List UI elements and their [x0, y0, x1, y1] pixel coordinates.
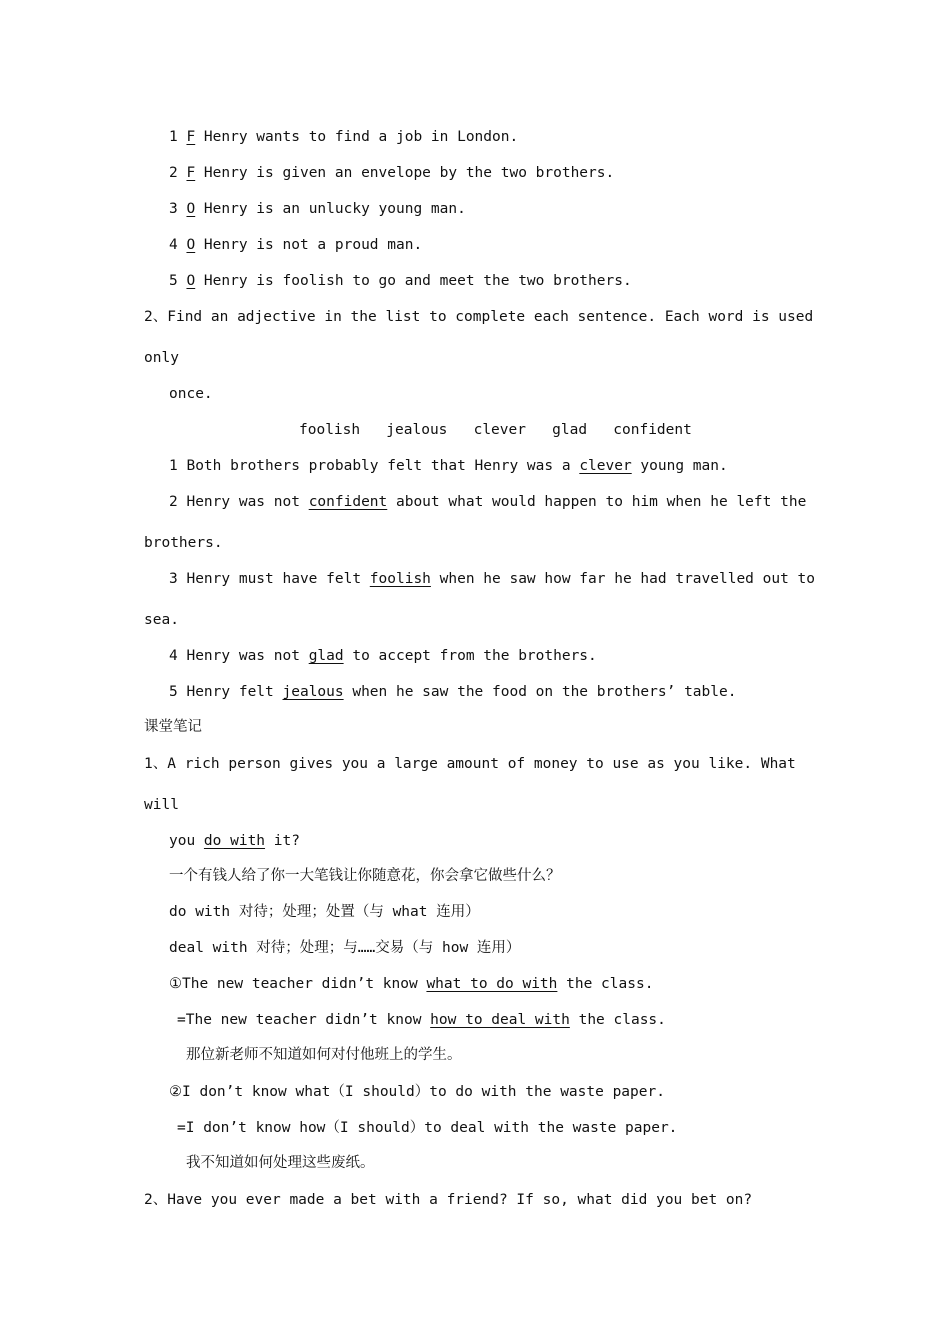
answer: O — [186, 201, 196, 217]
key-phrase: what to do with — [426, 976, 558, 992]
key-phrase: how to deal with — [430, 1012, 570, 1028]
answer: F — [186, 165, 196, 181]
item-number: 2 — [169, 165, 178, 181]
notes-question-1-cont — [169, 831, 300, 851]
example-1a — [169, 974, 653, 994]
example-text: the class. — [557, 976, 654, 992]
answer: foolish — [369, 571, 431, 587]
answer: O — [186, 237, 196, 253]
item-text: Henry is not a proud man. — [195, 237, 423, 253]
sentence-text: to accept from the brothers. — [343, 648, 597, 664]
tf-item-5 — [169, 271, 632, 291]
word-list: foolish jealous clever glad confident — [299, 422, 692, 438]
notes-question-1-wrap: will — [144, 797, 179, 813]
exercise-2-heading-wrap: only — [144, 350, 179, 366]
sentence-2 — [169, 492, 806, 512]
sentence-text: 5 Henry felt — [169, 684, 283, 700]
exercise-2-heading-cont: once. — [169, 386, 213, 402]
example-text: =The new teacher didn’t know — [177, 1012, 431, 1028]
item-text: Henry wants to find a job in London. — [195, 129, 519, 145]
item-text: Henry is foolish to go and meet the two brothers. — [195, 273, 632, 289]
item-number: 1 — [169, 129, 178, 145]
definition-deal-with: deal with 对待；处理；与……交易（与 how 连用） — [169, 940, 521, 956]
tf-item-3 — [169, 199, 466, 219]
tf-item-4 — [169, 235, 422, 255]
answer: jealous — [282, 684, 344, 700]
answer: glad — [308, 648, 344, 664]
sentence-1 — [169, 456, 728, 476]
sentence-text: when he saw the food on the brothers’ table. — [343, 684, 737, 700]
sentence-text: 1 Both brothers probably felt that Henry was a — [169, 458, 580, 474]
sentence-3-wrap: sea. — [144, 612, 179, 628]
sentence-2-wrap: brothers. — [144, 535, 223, 551]
example-1-translation: 那位新老师不知道如何对付他班上的学生。 — [186, 1047, 462, 1063]
sentence-3 — [169, 569, 815, 589]
sentence-text: 4 Henry was not — [169, 648, 309, 664]
tf-item-1 — [169, 127, 518, 147]
sentence-4 — [169, 646, 597, 666]
sentence-text: about what would happen to him when he left the — [387, 494, 807, 510]
example-2b: =I don’t know how（I should）to deal with the waste paper. — [177, 1120, 678, 1136]
item-text: Henry is an unlucky young man. — [195, 201, 466, 217]
sentence-text: when he saw how far he had travelled out to — [430, 571, 816, 587]
sentence-text: 2 Henry was not — [169, 494, 309, 510]
sentence-5 — [169, 682, 736, 702]
example-text: the class. — [569, 1012, 666, 1028]
question-text: it? — [265, 833, 300, 849]
notes-title: 课堂笔记 — [144, 719, 202, 735]
sentence-text: young man. — [631, 458, 728, 474]
exercise-2-heading: 2、Find an adjective in the list to complete each sentence. Each word is used — [144, 309, 814, 325]
item-number: 3 — [169, 201, 178, 217]
notes-question-1: 1、A rich person gives you a large amount of money to use as you like. What — [144, 756, 796, 772]
example-2-translation: 我不知道如何处理这些废纸。 — [186, 1155, 375, 1171]
answer: F — [186, 129, 196, 145]
answer: confident — [308, 494, 388, 510]
notes-question-1-translation: 一个有钱人给了你一大笔钱让你随意花，你会拿它做些什么？ — [169, 868, 561, 884]
sentence-text: 3 Henry must have felt — [169, 571, 370, 587]
item-text: Henry is given an envelope by the two brothers. — [195, 165, 615, 181]
item-number: 4 — [169, 237, 178, 253]
answer: clever — [579, 458, 632, 474]
example-2a: ②I don’t know what（I should）to do with the waste paper. — [169, 1084, 665, 1100]
tf-item-2 — [169, 163, 614, 183]
example-text: ①The new teacher didn’t know — [169, 976, 427, 992]
definition-do-with: do with 对待；处理；处置（与 what 连用） — [169, 904, 480, 920]
item-number: 5 — [169, 273, 178, 289]
notes-question-2: 2、Have you ever made a bet with a friend? If so, what did you bet on? — [144, 1192, 753, 1208]
key-phrase: do with — [203, 833, 266, 849]
question-text: you — [169, 833, 204, 849]
example-1b — [177, 1010, 666, 1030]
answer: O — [186, 273, 196, 289]
